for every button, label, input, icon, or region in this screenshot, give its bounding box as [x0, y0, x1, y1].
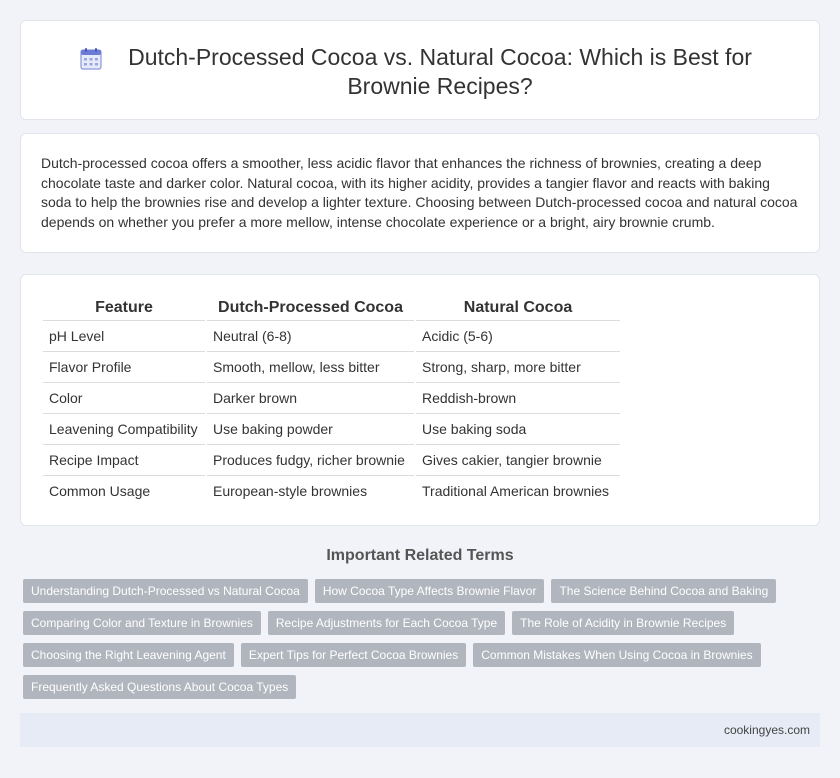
cell-natural: Gives cakier, tangier brownie [415, 444, 620, 475]
table-row [43, 413, 620, 444]
page-title: Dutch-Processed Cocoa vs. Natural Cocoa: Which is Best for Brownie Recipes? [128, 44, 752, 99]
cell-feature: Flavor Profile [43, 351, 206, 382]
table-row [43, 382, 620, 413]
table-row [43, 444, 620, 475]
cell-dutch: Produces fudgy, richer brownie [206, 444, 415, 475]
header-natural: Natural Cocoa [415, 296, 620, 320]
header-feature: Feature [43, 296, 206, 320]
related-term-tag[interactable]: Recipe Adjustments for Each Cocoa Type [268, 611, 505, 635]
cell-natural: Use baking soda [415, 413, 620, 444]
cell-dutch: Smooth, mellow, less bitter [206, 351, 415, 382]
related-term-tag[interactable]: Comparing Color and Texture in Brownies [23, 611, 261, 635]
related-terms-list [23, 579, 783, 699]
intro-card [20, 133, 820, 253]
cell-natural: Reddish-brown [415, 382, 620, 413]
cell-natural: Acidic (5-6) [415, 320, 620, 351]
intro-paragraph: Dutch-processed cocoa offers a smoother, less acidic flavor that enhances the richness of brownies, creating a deep chocolate taste and darker color. Natural cocoa, with its higher acidity, provides a tangier flavor and reacts with baking soda to help the brownies rise and develop a lighter texture. Choosing between Dutch-processed cocoa and natural cocoa depends on whether you prefer a more mellow, intense chocolate experience or a bright, airy brownie crumb. [41, 155, 798, 230]
related-terms-heading: Important Related Terms [326, 547, 514, 564]
cell-natural: Strong, sharp, more bitter [415, 351, 620, 382]
related-term-tag[interactable]: Understanding Dutch-Processed vs Natural Cocoa [23, 579, 308, 603]
related-term-tag[interactable]: The Role of Acidity in Brownie Recipes [512, 611, 734, 635]
related-term-tag[interactable]: How Cocoa Type Affects Brownie Flavor [315, 579, 545, 603]
related-term-tag[interactable]: Common Mistakes When Using Cocoa in Brownies [473, 643, 760, 667]
table-header-row [43, 296, 620, 320]
table-row [43, 320, 620, 351]
related-term-tag[interactable]: Expert Tips for Perfect Cocoa Brownies [241, 643, 466, 667]
comparison-table [43, 296, 620, 506]
cell-natural: Traditional American brownies [415, 475, 620, 506]
cell-feature: Leavening Compatibility [43, 413, 206, 444]
title-card [20, 20, 820, 120]
comparison-card [20, 274, 820, 526]
cell-feature: Color [43, 382, 206, 413]
related-term-tag[interactable]: Frequently Asked Questions About Cocoa Types [23, 675, 296, 699]
header-dutch: Dutch-Processed Cocoa [206, 296, 415, 320]
table-row [43, 475, 620, 506]
cell-feature: pH Level [43, 320, 206, 351]
related-term-tag[interactable]: Choosing the Right Leavening Agent [23, 643, 234, 667]
cell-feature: Common Usage [49, 482, 151, 499]
cell-dutch: Darker brown [206, 382, 415, 413]
footer-site-link[interactable]: cookingyes.com [723, 723, 810, 737]
related-term-tag[interactable]: The Science Behind Cocoa and Baking [551, 579, 776, 603]
footer [20, 713, 820, 747]
table-row [43, 351, 620, 382]
cell-dutch: Neutral (6-8) [206, 320, 415, 351]
cell-feature: Recipe Impact [43, 444, 206, 475]
cell-dutch: European-style brownies [206, 475, 415, 506]
cell-dutch: Use baking powder [206, 413, 415, 444]
